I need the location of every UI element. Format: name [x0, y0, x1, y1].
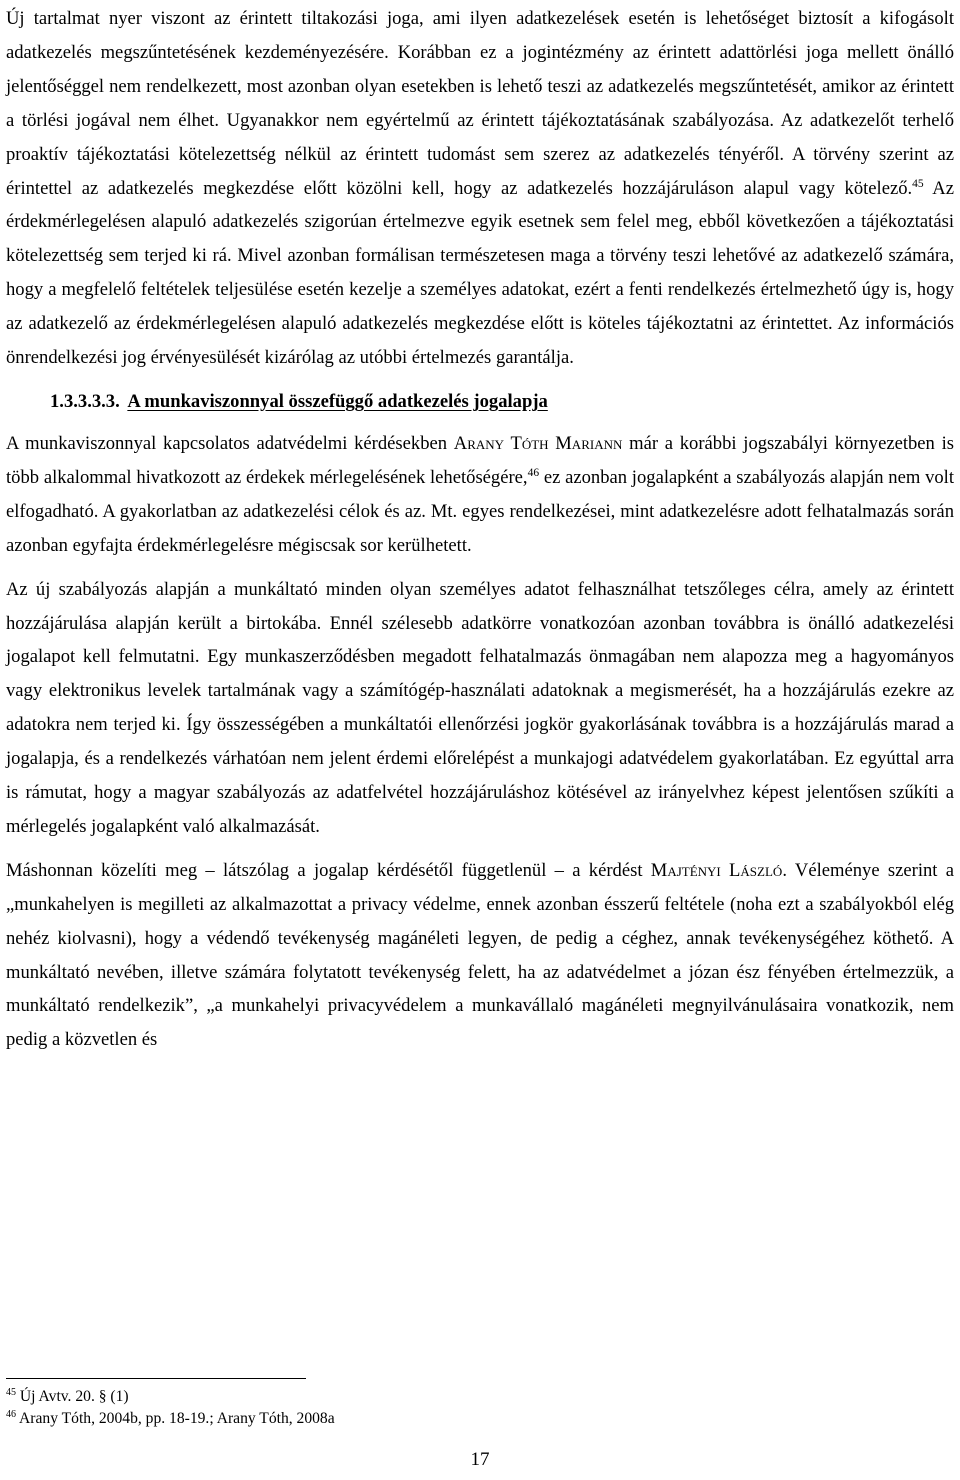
paragraph-text: Új tartalmat nyer viszont az érintett tiltakozási joga, ami ilyen adatkezelések esetén is lehetőséget biztosít a kifogásolt adatkezelés megszűntetésének kezdeményezésére. Korábban ez a jogintézmény az érintett adattörlési joga mellett önálló jelentőséggel nem rendelkezett, most azonban olyan esetekben is lehető teszi az adatkezelés megszűntetését, amikor az érintett a törlési jogával nem élhet. Ugyanakkor nem egyértelmű az érintett tájékoztatásának szabályozása. Az adatkezelőt terhelő proaktív tájékoztatási kötelezettség nélkül az érintett tudomást sem szerez az adatkezelés tényéről. A törvény szerint az érintettel az adatkezelés megkezdése előtt közölni kell, hogy az adatkezelés hozzájáruláson alapul vagy kötelező. [6, 8, 954, 199]
paragraph-text: Máshonnan közelíti meg – látszólag a jogalap kérdésétől függetlenül – a kérdést [6, 859, 651, 881]
footnote-reference[interactable]: 46 [527, 466, 540, 479]
footnote-separator [6, 1378, 306, 1379]
author-name: Arany Tóth Mariann [453, 432, 623, 454]
paragraph-text: ez azonban jogalapként a szabályozás alapján nem volt elfogadható. A gyakorlatban az adatkezelési célok és az. Mt. egyes rendelkezései, mint adatkezelésre adott felhatalmazás során azonban egyfajta érdekmérlegelésre mégiscsak sor kerülhetett. [6, 466, 954, 556]
footnote-text: Arany Tóth, 2004b, pp. 18-19.; Arany Tóth, 2008a [19, 1410, 335, 1427]
section-heading [6, 385, 954, 419]
footnote [6, 1386, 946, 1408]
paragraph-text: már a korábbi jogszabályi környezetben is több alkalommal hivatkozott az érdekek mérlegelésének lehetőségére, [6, 432, 954, 488]
section-title: A munkaviszonnyal összefüggő adatkezelés jogalapja [127, 390, 548, 412]
paragraph-text: A munkaviszonnyal kapcsolatos adatvédelmi kérdésekben [6, 432, 454, 454]
paragraph [6, 854, 954, 1057]
author-name: Majtényi László [650, 859, 783, 881]
body-text [6, 2, 954, 1057]
paragraph-text: Az érdekmérlegelésen alapuló adatkezelés szigorúan értelmezve egyik esetnek sem felel meg, ebből következően a tájékoztatási kötelezettség sem terjed ki rá. Mivel azonban formálisan természetesen maga a törvény teszi lehetővé az adatkezelő számára, hogy a megfelelő feltételek teljesülése esetén kezelje a személyes adatokat, ezért a fenti rendelkezés értelmezhető úgy is, hogy az adatkezelő az érdekmérlegelésen alapuló adatkezelés megkezdése előtt is köteles tájékoztatni az érintettet. Az információs önrendelkezési jog érvényesülését kizárólag az utóbbi értelmezés garantálja. [6, 177, 954, 369]
footnote-number: 45 [6, 1387, 16, 1398]
section-number: 1.3.3.3.3. [50, 390, 120, 412]
footnote [6, 1408, 946, 1430]
footnote-number: 46 [6, 1409, 16, 1420]
paragraph-gap [6, 844, 954, 854]
paragraph [6, 427, 954, 563]
footnote-reference[interactable]: 45 [912, 177, 924, 190]
paragraph-gap [6, 563, 954, 573]
footnote-text: Új Avtv. 20. § (1) [19, 1388, 129, 1405]
page-number: 17 [470, 1449, 490, 1470]
paragraph-text: . Véleménye szerint a „munkahelyen is megilleti az alkalmazottat a privacy védelme, ennek azonban ésszerű feltétele (noha ezt a szabályokból elég nehéz kiolvasni), hogy a védendő tevékenység magánéleti legyen, de pedig a céghez, annak tevékenységéhez köthető. A munkáltató nevében, illetve számára folytatott tevékenység felett, ha az adatvédelmet a józan ész fényében értelmezzük, a munkáltató rendelkezik”, „a munkahelyi privacyvédelem a munkavállaló magánéleti megnyilvánulásaira vonatkozik, nem pedig a közvetlen és [6, 859, 954, 1051]
footnotes [6, 1386, 946, 1430]
paragraph [6, 2, 954, 375]
paragraph: Az új szabályozás alapján a munkáltató minden olyan személyes adatot felhasználhat tetszőleges célra, amely az érintett hozzájárulása alapján került a birtokába. Ennél szélesebb adatkörre vonatkozóan azonban továbbra is önálló adatkezelési jogalapot kell felmutatni. Egy munkaszerződésben megadott felhatalmazás önmagában nem alapozza meg a hagyományos vagy elektronikus levelek tartalmának vagy a számítógép-használati adatoknak a megismerését, ha a hozzájárulás ezekre az adatokra nem terjed ki. Így összességében a munkáltatói ellenőrzési jogkör gyakorlásának továbbra is a hozzájárulás marad a jogalapja, és a rendelkezés várhatóan nem jelent érdemi előrelépést a munkajogi adatvédelem gyakorlatában. Ez egyúttal arra is rámutat, hogy a magyar szabályozás az adatfelvétel hozzájáruláshoz kötésével az irányelvhez képest jelentősen szűkíti a mérlegelés jogalapként való alkalmazását. [6, 578, 954, 837]
